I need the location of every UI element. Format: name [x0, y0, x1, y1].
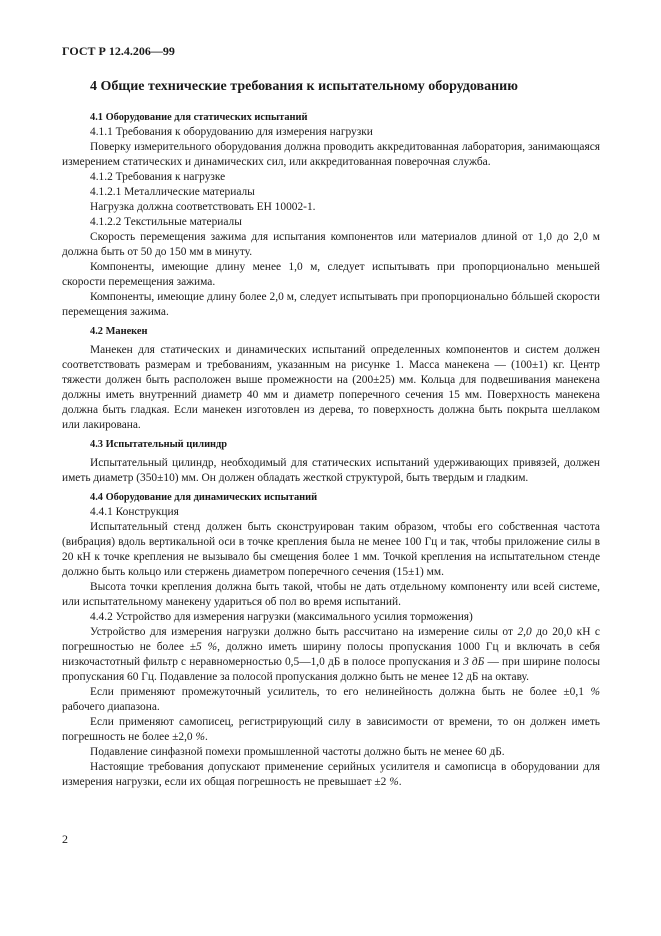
clause-4-1-1: 4.1.1 Требования к оборудованию для измерения нагрузки [90, 126, 373, 138]
subsection-4-3-text: Испытательный цилиндр, необходимый для статических испытаний удерживающих привязей, должен иметь диаметр (350±10) мм. Он должен обладать жесткой структурой, быть твердым и гладким. [62, 457, 600, 484]
subsection-4-2-title: 4.2 Манекен [90, 326, 148, 337]
clause-4-4-2-text-3: Если применяют самописец, регистрирующий силу в зависимости от времени, то он должен иметь погрешность не более ±2,0 %. [62, 716, 600, 743]
clause-4-4-2-text-5: Настоящие требования допускают применение серийных усилителя и самописца в оборудовании для измерения нагрузки, если их общая погрешность не превышает ±2 %. [62, 761, 600, 788]
page-number: 2 [62, 832, 68, 846]
subsection-4-4-title: 4.4 Оборудование для динамических испытаний [90, 492, 318, 503]
clause-4-1-2-2: 4.1.2.2 Текстильные материалы [90, 216, 242, 228]
clause-4-4-1-text-2: Высота точки крепления должна быть такой, чтобы не дать отдельному компоненту или всей системе, или испытательному манекену удариться об пол во время испытаний. [62, 581, 600, 608]
clause-4-1-2-2-text-2: Компоненты, имеющие длину менее 1,0 м, следует испытывать при пропорционально меньшей скорости перемещения зажима. [62, 261, 600, 288]
section-title: 4 Общие технические требования к испытательному оборудованию [90, 79, 518, 94]
clause-4-4-2-text-4: Подавление синфазной помехи промышленной частоты должно быть не менее 60 дБ. [90, 746, 505, 758]
clause-4-1-2-1: 4.1.2.1 Металлические материалы [90, 186, 255, 198]
subsection-4-2-text: Манекен для статических и динамических испытаний определенных компонентов и систем должен соответствовать размерам и требованиям, указанным на рисунке 1. Масса манекена — (100±1) кг. Центр тяжести должен быть расположен выше промежности на (200±25) мм. Кольца для подвешивания манекена должны иметь внутренний диаметр 40 мм и диаметр поперечного сечения 15 мм. Поверхность манекена должна быть гладкая. Если манекен изготовлен из дерева, то поверхность должна быть покрыта шеллаком или лакирована. [62, 344, 600, 431]
clause-4-4-1-text-1: Испытательный стенд должен быть сконструирован таким образом, чтобы его собственная частота (вибрация) вдоль вертикальной оси в точке крепления была не менее 100 Гц и так, чтобы приложение силы в 20 кН к точке крепления не вызывало бы смещения более 1 мм. Точкой крепления на испытательном стенде должно быть кольцо или стержень диаметром поперечного сечения (15±1) мм. [62, 521, 600, 578]
subsection-4-3-title: 4.3 Испытательный цилиндр [90, 439, 228, 450]
clause-4-1-2-2-text-1: Скорость перемещения зажима для испытания компонентов или материалов длиной от 1,0 до 2,0 м должна быть от 50 до 150 мм в минуту. [62, 231, 600, 258]
clause-4-1-2: 4.1.2 Требования к нагрузке [90, 171, 226, 183]
standard-header: ГОСТ Р 12.4.206—99 [62, 44, 175, 58]
document-body [62, 106, 600, 790]
subsection-4-1-title: 4.1 Оборудование для статических испытаний [90, 112, 308, 123]
clause-4-4-2-text-2: Если применяют промежуточный усилитель, то его нелинейность должна быть не более ±0,1 % рабочего диапазона. [62, 686, 600, 713]
clause-4-1-1-text: Поверку измерительного оборудования должна проводить аккредитованная лаборатория, занимающаяся измерением статических и динамических сил, или аккредитованная поверочная служба. [62, 141, 600, 168]
clause-4-4-1: 4.4.1 Конструкция [90, 506, 179, 518]
clause-4-4-2: 4.4.2 Устройство для измерения нагрузки (максимального усилия торможения) [90, 611, 473, 623]
clause-4-1-2-1-text: Нагрузка должна соответствовать ЕН 10002-1. [90, 201, 316, 213]
clause-4-1-2-2-text-3: Компоненты, имеющие длину более 2,0 м, следует испытывать при пропорционально бóльшей скорости перемещения зажима. [62, 291, 600, 318]
clause-4-4-2-text-1: Устройство для измерения нагрузки должно быть рассчитано на измерение силы от 2,0 до 20,0 кН с погрешностью не более ±5 %, должно иметь ширину полосы пропускания 1000 Гц и включать в себя низкочастотный фильтр с неравномерностью 0,5—1,0 дБ в полосе пропускания и 3 дБ — при ширине полосы пропускания 60 Гц. Подавление за полосой пропускания должно быть не менее 12 дБ на октаву. [62, 626, 600, 683]
